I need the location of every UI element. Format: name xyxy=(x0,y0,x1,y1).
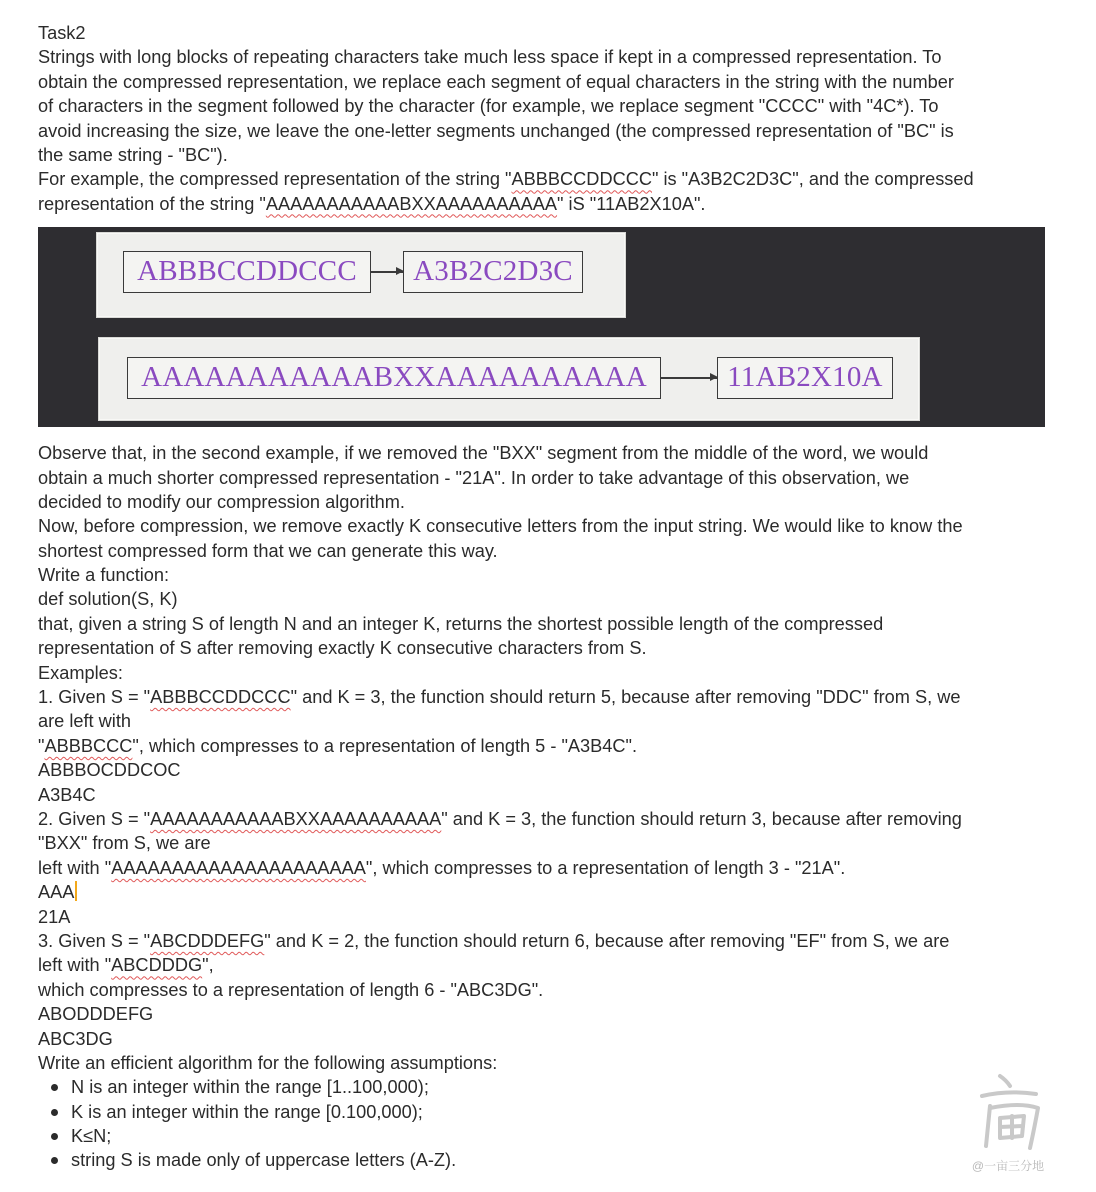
text-span: left with " xyxy=(38,857,112,878)
spellcheck-word: ABBBCCC xyxy=(44,735,133,756)
example-2-line xyxy=(38,856,1058,880)
text-span: For example, the compressed representation of the string " xyxy=(38,169,512,190)
text-span: representation of the string " xyxy=(38,193,266,214)
figure-card-1 xyxy=(96,232,626,318)
body-line: obtain a much shorter compressed representation - "21A". In order to take advantage of this observation, we xyxy=(38,467,910,488)
text-span: " iS "11AB2X10A". xyxy=(557,193,706,214)
example-1-line: ABBBOCDDCOC xyxy=(38,760,181,781)
figure-input-box: AAAAAAAAAAABXXAAAAAAAAAA xyxy=(127,357,661,399)
body-line: decided to modify our compression algorithm. xyxy=(38,491,405,512)
text-span: " and K = 2, the function should return 6, because after removing "EF" from S, we are xyxy=(264,930,950,951)
text-span: 2. Given S = " xyxy=(38,808,151,829)
examples-heading: Examples: xyxy=(38,662,123,683)
text-span: " is "A3B2C2D3C", and the compressed xyxy=(651,169,974,190)
example-1-line: are left with xyxy=(38,711,131,732)
editable-text-line[interactable] xyxy=(38,880,1058,904)
seal-logo-icon xyxy=(960,1068,1056,1160)
function-signature: def solution(S, K) xyxy=(38,589,178,610)
example-2-line: 21A xyxy=(38,906,71,927)
text-span: " xyxy=(38,735,45,756)
body-line: Write a function: xyxy=(38,565,170,586)
spellcheck-word: AAAAAAAAAAABXXAAAAAAAAAA xyxy=(265,193,558,214)
intro-line: obtain the compressed representation, we replace each segment of equal characters in the string with the number xyxy=(38,71,954,92)
body-line: shortest compressed form that we can generate this way. xyxy=(38,540,498,561)
document-body xyxy=(38,21,1058,1173)
text-cursor xyxy=(75,881,77,901)
intro-line: the same string - "BC"). xyxy=(38,144,228,165)
example-line xyxy=(38,192,1058,216)
example-1-line: A3B4C xyxy=(38,784,96,805)
spellcheck-word: AAAAAAAAAAAAAAAAAAAAA xyxy=(111,857,366,878)
assumptions-heading: Write an efficient algorithm for the following assumptions: xyxy=(38,1052,498,1073)
body-line: Now, before compression, we remove exactly K consecutive letters from the input string. We would like to know the xyxy=(38,516,963,537)
figure-card-2 xyxy=(98,337,920,421)
spellcheck-word: ABCDDDG xyxy=(111,955,203,976)
figure-output-box: A3B2C2D3C xyxy=(403,251,583,293)
spellcheck-word: AAAAAAAAAAABXXAAAAAAAAAA xyxy=(150,808,442,829)
intro-line: of characters in the segment followed by the character (for example, we replace segment "CCCC" with "4C*). To xyxy=(38,96,939,117)
watermark xyxy=(960,1068,1056,1178)
text-span: AAA xyxy=(38,882,75,903)
compression-figure-photo xyxy=(38,227,1045,427)
arrow-icon xyxy=(661,377,717,379)
example-3-line: ABC3DG xyxy=(38,1028,113,1049)
example-3-line: which compresses to a representation of length 6 - "ABC3DG". xyxy=(38,979,544,1000)
body-line: that, given a string S of length N and an integer K, returns the shortest possible length of the compressed xyxy=(38,613,884,634)
assumptions-list xyxy=(38,1075,1058,1173)
example-3-line: ABODDDEFG xyxy=(38,1004,154,1025)
body-line: representation of S after removing exactly K consecutive characters from S. xyxy=(38,638,647,659)
intro-line: avoid increasing the size, we leave the one-letter segments unchanged (the compressed representation of "BC" is xyxy=(38,120,954,141)
example-1-line xyxy=(38,734,1058,758)
intro-line: Strings with long blocks of repeating characters take much less space if kept in a compressed representation. To xyxy=(38,47,942,68)
spellcheck-word: ABCDDDEFG xyxy=(150,930,265,951)
example-1-line xyxy=(38,685,1058,709)
figure-output-box: 11AB2X10A xyxy=(717,357,893,399)
example-2-line: "BXX" from S, we are xyxy=(38,833,211,854)
assumption-item: K is an integer within the range [0.100,000); xyxy=(38,1100,1058,1124)
assumption-item: K≤N; xyxy=(38,1124,1058,1148)
watermark-text: @一亩三分地 xyxy=(971,1158,1045,1173)
arrow-icon xyxy=(371,271,403,273)
text-span: left with " xyxy=(38,955,112,976)
example-2-line xyxy=(38,807,1058,831)
body-line: Observe that, in the second example, if we removed the "BXX" segment from the middle of the word, we would xyxy=(38,443,929,464)
text-span: 1. Given S = " xyxy=(38,687,151,708)
spellcheck-word: ABBBCCDDCCC xyxy=(511,169,652,190)
text-span: " and K = 3, the function should return 3, because after removing xyxy=(441,808,962,829)
assumption-item: string S is made only of uppercase letters (A-Z). xyxy=(38,1148,1058,1172)
text-span: 3. Given S = " xyxy=(38,930,151,951)
example-3-line xyxy=(38,953,1058,977)
text-span: " and K = 3, the function should return 5, because after removing "DDC" from S, we xyxy=(290,687,961,708)
example-line xyxy=(38,167,1058,191)
example-3-line xyxy=(38,929,1058,953)
text-span: ", xyxy=(202,955,214,976)
spellcheck-word: ABBBCCDDCCC xyxy=(150,687,291,708)
task-title: Task2 xyxy=(38,23,86,43)
text-span: ", which compresses to a representation of length 5 - "A3B4C". xyxy=(132,735,638,756)
figure-input-box: ABBBCCDDCCC xyxy=(123,251,371,293)
assumption-item: N is an integer within the range [1..100,000); xyxy=(38,1075,1058,1099)
text-span: ", which compresses to a representation of length 3 - "21A". xyxy=(365,857,846,878)
